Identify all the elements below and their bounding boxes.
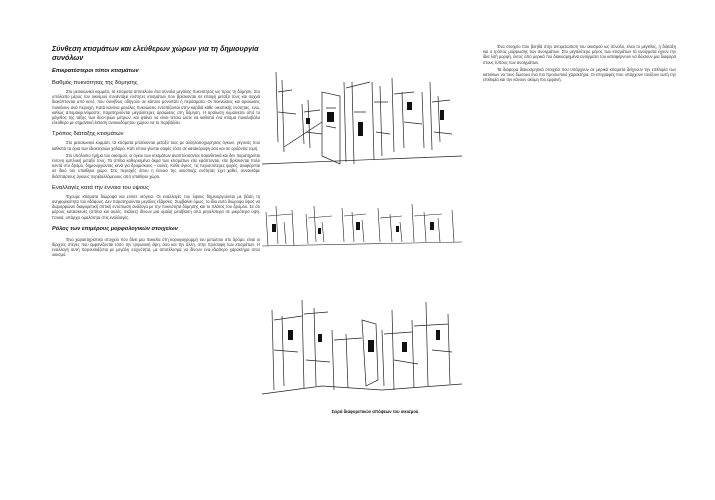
subheading-height: Εναλλαγές κατά την έννοια του ύψους: [52, 184, 149, 191]
right-column: [483, 44, 676, 84]
paragraph-openings: Ένα στοιχείο που βοηθά στην αντιμετώπιση του οικισμού ως σύνολο, είναι το μέγεθος, η διάταξη και ο τρόπος μόρφωσης των ανοιγμάτων. Στο μεγαλύτερο μέρος των κτισμάτων τα ανοίγματα έχουν την ίδια λιτή μορφή, έκτος από μερικά πιο διακοσμημένα ανοίγματα του καταφέρνουν να δώσουν μια διαφορά στους τύπους των ανοιγμάτων.: [483, 44, 676, 65]
section-heading: Επικρατέστεροι τύποι κτισμάτων: [52, 68, 139, 74]
paragraph-arrangement-2: Στο υπόλοιπο τμήμα του οικισμού, οι όγκοι των κτισμάτων αναπτύσσονται παραθετικά και δεν παρατηρείται έντονη εμπλοκή μεταξύ τους. Τα σπίτια καθορισμένα άκρα των κτισμάτων είτε εφάπτονται, είτε βρίσκονται πολύ κοντά στο δρόμο, δημιουργώντας κενά για δροµίσκους – αυλές. Κάθε όγκος, τις περισσότερες φορές, αναφέρεται σε δικό του υπαίθριο χώρο. Στις περιοχές όπου η έννοια της οικιστικής ενότητας έχει χαθεί, συναντάμε διάσπαρτους όγκους περιβαλλόμενους από υπαίθριο χώρο.: [52, 152, 260, 179]
paragraph-decorations: Τα διάφορα διακοσμητικά στοιχεία που υπάρχουν σε μερικά κτίσματα δείχνουν την επιθυμία των κατοίκων να τους δώσουν ένα πιο προσωπικό χαρακτήρα. Οι επιγραφές που υπάρχουν τονίζουν αυτή την επιθυμία και την κάνουν ακόμη πιο εμφανή.: [483, 66, 676, 83]
sketch-street-view-1: [262, 52, 462, 182]
paragraph-arrangement-1: Στο μεσαιωνικό κομμάτι, τα κτίσματα μπλέκονται μεταξύ τους με αλληλοεισχωρήσεις όγκων, γεγονός που καθιστά τα όρια των ιδιοκτησιών χαλαρά. Κάτι τέτοιο γίνεται σαφές τόσο σε κατακόρυφη όσο και σε οριζόντια τομή.: [52, 140, 260, 151]
paragraph-density: Στο μεσαιωνικό κομμάτι, τα κτίσματα αποτελούν ένα σύνολο μεγάλης πυκνότητας ως προς τη δόμηση. Στο υπόλοιπο μέρος του οικισμού συναντάμε ενότητες κτισμάτων που βρίσκονται σε επαφή μεταξύ τους και συχνά διακόπτονται από κενό, που συνήθως οδηγούν σε κάποιο μονοπάτι ή περάσματα. Οι πυκνώσεις και αραιώσεις ποικίλουν ανά περιοχή. Κατά κανόνα μεγάλες πυκνώσεις εντοπίζονται στην καρδιά κάθε οικιστικής ενότητας, ενώ, καθώς απομακρυνόμαστε, παρατηρούνται μεγαλύτερες αραιώσεις στη δόμηση. Η αραίωση κυμαίνεται από το μέγεθος της τάξης των δύο-τριών μέτρων, και φτάνει να είναι τέτοια ώστε να καθιστά ένα κτίσμα ποικιλοβόλο ελεύθερο με σημαντική έκταση ανοικοδόμητου χώρου να το περιβάλλει.: [52, 89, 260, 126]
figure-caption: Σειρά διαφορετικών απόψεων του οικισμού: [331, 409, 419, 414]
sketch-street-view-2: [262, 192, 462, 267]
sketch-street-view-3: [262, 290, 462, 405]
subheading-density: Βαθμός πυκνότητας της δόμησης: [52, 80, 138, 86]
subheading-arrangement: Τρόπος διάταξης κτισμάτων: [52, 131, 124, 138]
paragraph-height: Έχουμε κτίσματα διώροφα και ενίοτε ισόγεια. Οι εναλλαγές του ύψους δημιουργούνται με βάση τη ανηφορικότητα του εδάφους. Δεν παρατηρούνται μεγάλες εξάρσεις. Συμβαίνει όμως, το ίδιο αυτό διώροφο ύψος να διαμορφώνει διαφορετική οπτική εντύπωση ανάλογα με την πυκνότητα δόμησης και το πλάτος του δρόμου. Σε ότι μέρους κατασκευές (σπίτια και αυλές, σκάλες) δίνουν μια ομαλή μετάβαση από μεγαλύτερα σε μικρότερα ύψη. Γενικά, υπάρχει ομαλότητα στις εναλλαγές.: [52, 193, 260, 220]
left-column: [52, 44, 260, 260]
page-title: Σύνθεση κτισμάτων και ελεύθερων χώρων για τη δημιουργία συνόλων: [52, 44, 259, 62]
paragraph-elements: Ένα χαρακτηριστικό στοιχείο που δίνει μια ποικιλία στη κορυφογραμμή του μετώπου στο δρόμο, είναι οι δίριχτες στέγες που εμφανίζονται τόσο την τριγωνική όψη, όσο και την άλλη, στην πρόσοψη των κτισμάτων. Η εναλλαγή αυτή παρουσιάζεται με μεγάλη συχνότητα, με αποτέλεσμα να δίνουν ένα ιδιαίτερο χαρακτήρα στον οικισμό.: [52, 236, 260, 258]
subheading-elements: Ρόλος των επιμέρους μορφολογικών στοιχείων: [52, 225, 178, 232]
